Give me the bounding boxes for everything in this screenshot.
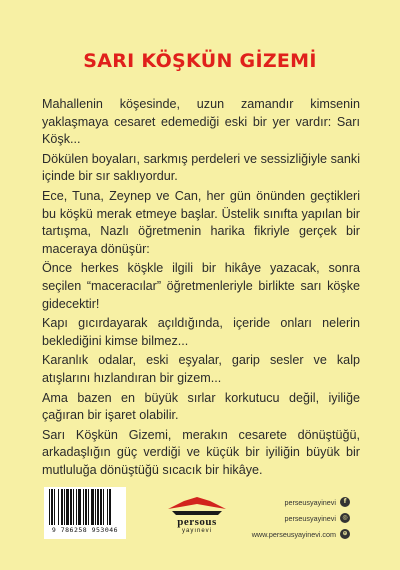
publisher-name: persous [177,516,217,528]
facebook-icon: f [340,497,350,507]
blurb-paragraph: Mahallenin köşesinde, uzun zamandır kimsenin yaklaşmaya cesaret edemediği eski bir yer vardır: Sarı Köşk... [42,97,360,147]
web-icon: ⊕ [340,529,350,539]
blurb-paragraph: Kapı gıcırdayarak açıldığında, içeride onları nelerin beklediğini kimse bilmez... [42,316,360,348]
social-facebook[interactable] [210,494,350,510]
social-instagram[interactable] [210,510,350,526]
instagram-icon: ◎ [340,513,350,523]
website-url: www.perseusyayinevi.com [251,529,336,539]
social-website[interactable] [210,526,350,542]
blurb-paragraph: Karanlık odalar, eski eşyalar, garip sesler ve kalp atışlarını hızlandıran bir gizem... [42,353,360,385]
social-handle: perseusyayinevi [284,513,336,523]
blurb-paragraph: Ama bazen en büyük sırlar korkutucu değil, iyiliğe çağıran bir işaret olabilir. [42,390,360,423]
isbn-barcode [44,487,126,539]
isbn-number: 9 786258 953046 [51,526,119,534]
blurb-paragraph: Ece, Tuna, Zeynep ve Can, her gün önünden geçtikleri bu köşkü merak etmeye başlar. Üstelik sınıfta yapılan bir tartışma, Nazlı öğretmenin harika fikriyle gerçek bir maceraya dönüşür: [42,188,360,256]
blurb-paragraph: Önce herkes köşkle ilgili bir hikâye yazacak, sonra seçilen “maceracılar” öğretmenleriyle birlikte sarı köşke gidecektir! [42,261,360,311]
social-links [210,494,350,542]
barcode-bars [47,489,123,525]
book-title: SARI KÖŞKÜN GİZEMİ [83,50,317,72]
blurb-paragraph: Dökülen boyaları, sarkmış perdeleri ve sessizliğiyle sanki içinde bir sır saklıyordur. [42,151,360,184]
publisher-subtitle: yayınevi [181,528,212,534]
social-handle: perseusyayinevi [284,497,336,507]
blurb-paragraph: Sarı Köşkün Gizemi, merakın cesarete dönüştüğü, arkadaşlığın güç verdiği ve küçük bir iyiliğin büyük bir mutluluğa dönüştüğü sıcacık bir hikâye. [42,427,360,477]
blurb [42,96,360,481]
